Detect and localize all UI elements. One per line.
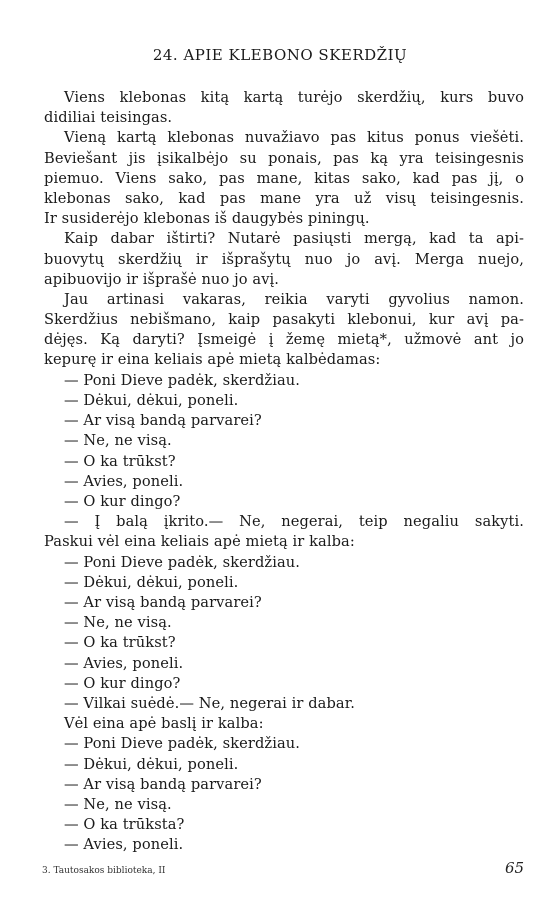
text-line: — Ne, ne visą.	[64, 614, 172, 632]
text-line: Viens klebonas kitą kartą turėjo skerdžių, kurs buvo	[64, 89, 524, 106]
text-line: — O kur dingo?	[64, 674, 181, 692]
text-line: Vėl eina apė baslį ir kalba:	[64, 715, 264, 733]
text-line: — Dėkui, dėkui, poneli.	[64, 391, 239, 409]
story-body	[44, 88, 524, 856]
text-line: — Ar visą bandą parvarei?	[64, 775, 262, 793]
text-line: — Poni Dieve padėk, skerdžiau.	[64, 553, 301, 571]
text-line: Paskui vėl eina keliais apė mietą ir kalba:	[44, 533, 355, 551]
text-line: — Ne, ne visą.	[64, 432, 172, 450]
text-line: — Ar visą bandą parvarei?	[64, 593, 262, 611]
page-title: 24. APIE KLEBONO SKERDŽIŲ	[152, 46, 408, 64]
text-line: Skerdžius nebišmano, kaip pasakyti klebonui, kur avį pa-	[44, 311, 524, 329]
text-line: — Dėkui, dėkui, poneli.	[64, 573, 239, 591]
text-line: Beviešant jis įsikalbėjo su ponais, pas ką yra teisingesnis	[44, 149, 524, 167]
text-line: — Ne, ne visą.	[64, 795, 172, 813]
page-number: 65	[505, 859, 525, 877]
text-line: piemuo. Viens sako, pas mane, kitas sako, kad pas jį, o	[44, 169, 524, 187]
text-line: — Avies, poneli.	[64, 654, 184, 672]
text-line: dėjęs. Ką daryti? Įsmeigė į žemę mietą*, užmovė ant jo	[44, 331, 524, 349]
text-line: — Dėkui, dėkui, poneli.	[64, 755, 239, 773]
text-line: Kaip dabar ištirti? Nutarė pasiųsti mergą, kad ta api-	[64, 230, 524, 248]
text-line: Vieną kartą klebonas nuvažiavo pas kitus ponus viešėti.	[64, 129, 524, 147]
text-line: — Poni Dieve padėk, skerdžiau.	[64, 735, 301, 753]
text-line: apibuovijo ir išprašė nuo jo avį.	[44, 270, 280, 288]
text-line: buovytų skerdžių ir išprašytų nuo jo avį. Merga nuejo,	[44, 250, 524, 268]
text-line: — Vilkai suėdė.— Ne, negerai ir dabar.	[64, 694, 355, 712]
text-line: — Ar visą bandą parvarei?	[64, 412, 262, 430]
text-line: — O ka trūksta?	[64, 816, 185, 834]
text-line: — Į balą įkrito.— Ne, negerai, teip negaliu sakyti.	[64, 513, 524, 531]
text-line: didiliai teisingas.	[44, 109, 173, 127]
text-line: — Avies, poneli.	[64, 472, 184, 490]
text-line: Ir susiderėjo klebonas iš daugybės piningų.	[44, 210, 370, 228]
text-line: klebonas sako, kad pas mane yra už visų teisingesnis.	[44, 189, 524, 207]
text-line: — Avies, poneli.	[64, 836, 184, 854]
text-line: — O ka trūkst?	[64, 634, 176, 652]
text-line: — Poni Dieve padėk, skerdžiau.	[64, 371, 301, 389]
footer-publication: 3. Tautosakos biblioteka, II	[42, 866, 166, 876]
text-line: Jau artinasi vakaras, reikia varyti gyvolius namon.	[64, 290, 524, 308]
text-line: — O kur dingo?	[64, 492, 181, 510]
text-line: — O ka trūkst?	[64, 452, 176, 470]
text-line: kepurę ir eina keliais apė mietą kalbėdamas:	[44, 351, 381, 369]
